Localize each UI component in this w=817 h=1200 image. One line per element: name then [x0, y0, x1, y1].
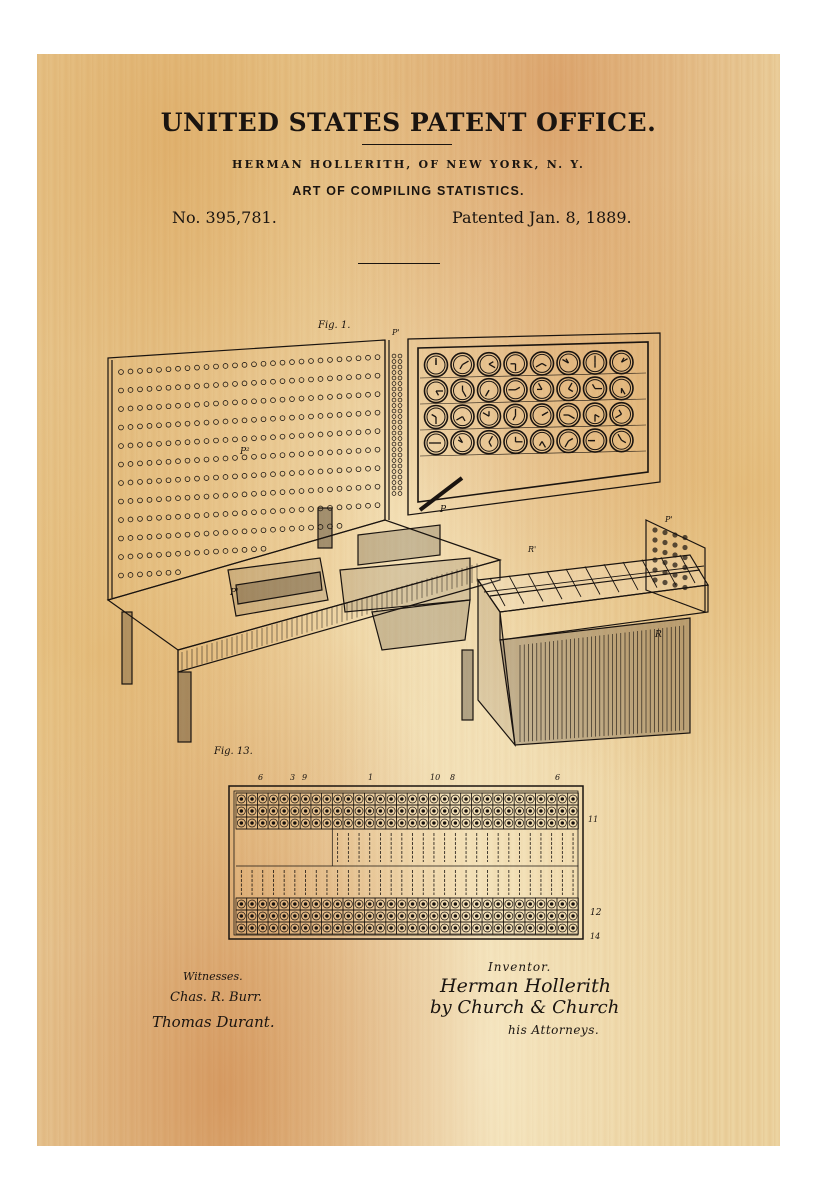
- witness-2-signature: Thomas Durant.: [152, 1013, 275, 1031]
- ref-label: 12: [590, 908, 602, 918]
- ref-label: R': [528, 545, 537, 554]
- ref-label: P': [392, 328, 400, 337]
- ref-label: 10: [430, 773, 441, 782]
- ref-label: 14: [590, 932, 601, 941]
- fig13-label: Fig. 13.: [214, 746, 253, 757]
- patent-date: Patented Jan. 8, 1889.: [452, 208, 632, 227]
- attorneys-label: his Attorneys.: [508, 1023, 600, 1037]
- ref-label: 11: [588, 815, 599, 824]
- ref-label: 3: [290, 773, 296, 782]
- witness-1-signature: Chas. R. Burr.: [170, 990, 263, 1005]
- attorney-signature: by Church & Church: [430, 997, 620, 1018]
- fig1-label: Fig. 1.: [318, 320, 351, 331]
- ref-label: P': [665, 515, 673, 524]
- inventor-signature: Herman Hollerith: [440, 975, 611, 997]
- ref-label: 1: [368, 773, 374, 782]
- ref-label: P²: [240, 447, 250, 457]
- ref-label: 6: [555, 773, 561, 782]
- ref-label: 8: [450, 773, 456, 782]
- ref-label: 9: [302, 773, 308, 782]
- ref-label: R: [655, 630, 662, 640]
- patent-number: No. 395,781.: [172, 208, 277, 227]
- patent-office-title: UNITED STATES PATENT OFFICE.: [160, 108, 657, 137]
- ref-label: P': [230, 588, 239, 598]
- subject-title: ART OF COMPILING STATISTICS.: [292, 184, 525, 198]
- inventor-line: HERMAN HOLLERITH, OF NEW YORK, N. Y.: [232, 158, 585, 171]
- witnesses-label: Witnesses.: [183, 970, 243, 983]
- inventor-label: Inventor.: [488, 960, 552, 974]
- ref-label: 6: [258, 773, 264, 782]
- ref-label: P: [440, 505, 447, 515]
